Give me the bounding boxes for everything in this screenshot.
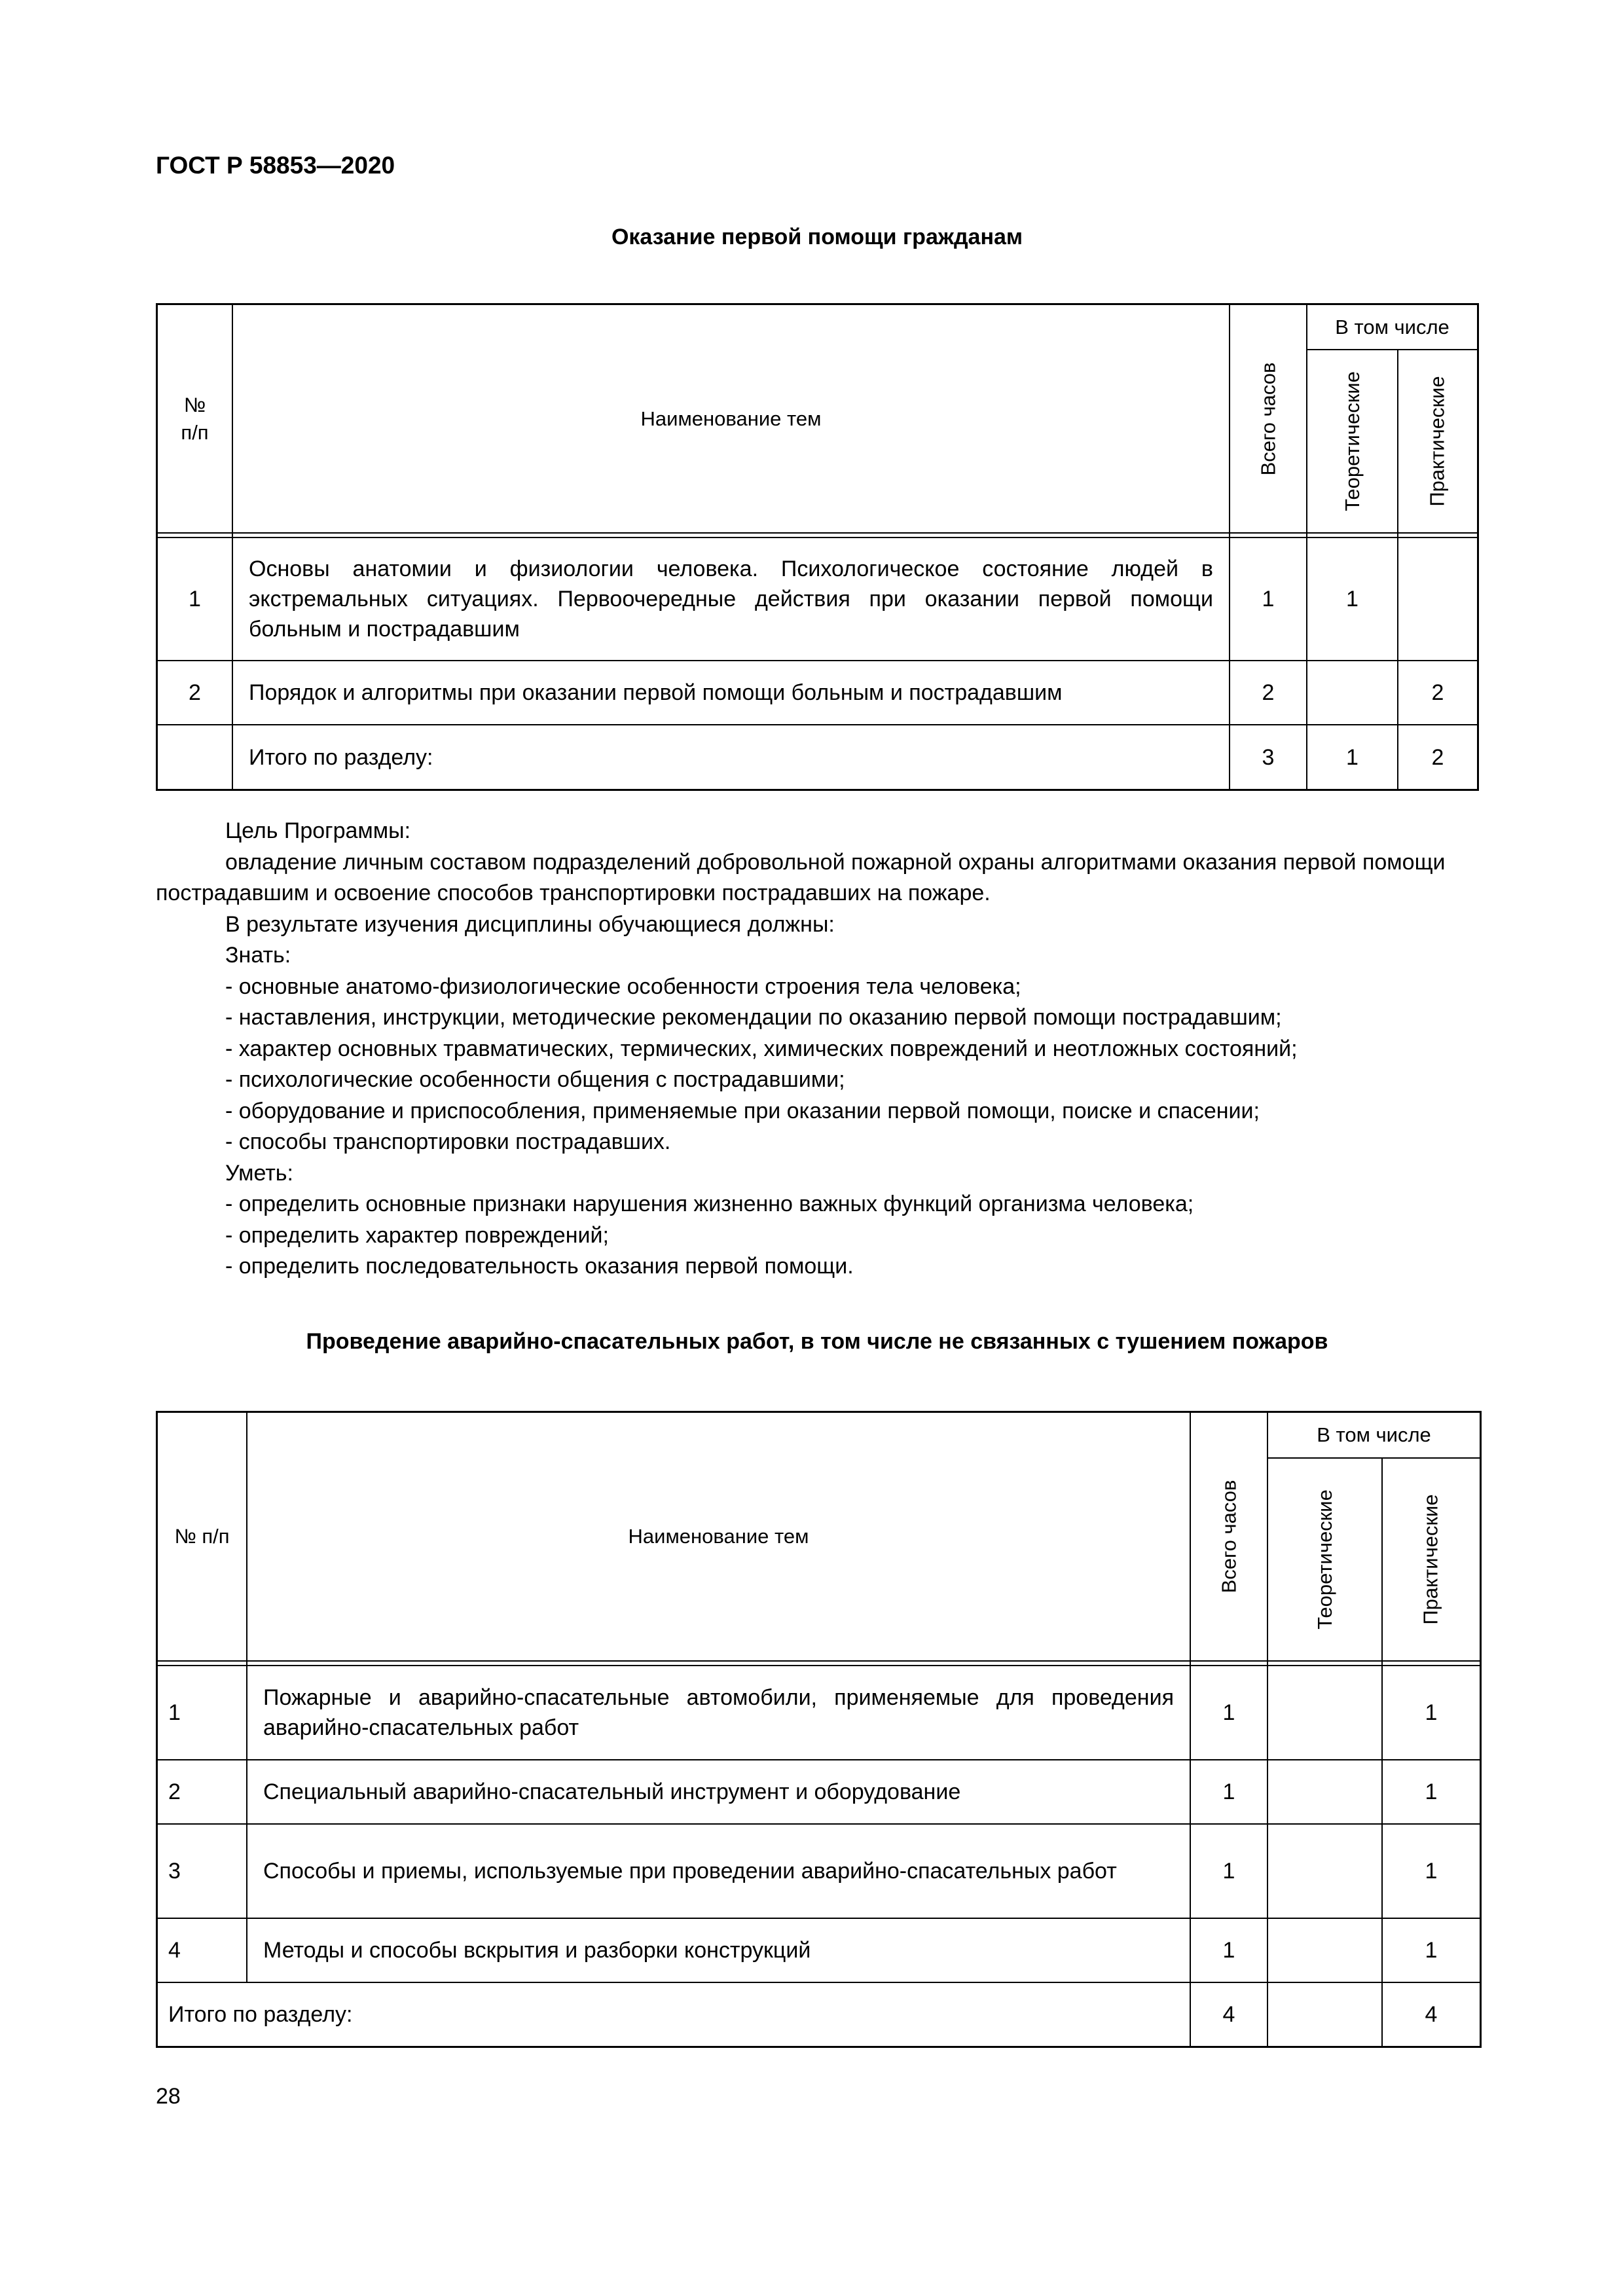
row-practice-hours: 2: [1431, 680, 1444, 705]
row-practice-hours: 1: [1425, 1859, 1438, 1884]
row-num: 1: [189, 587, 201, 611]
table1-header-num: № п/п: [181, 393, 209, 444]
row-topic: Специальный аварийно-спасательный инструмент и оборудование: [263, 1779, 961, 1804]
total-label: Итого по разделу:: [249, 744, 433, 770]
list-item: - оборудование и приспособления, применяемые при оказании первой помощи, поиске и спасении;: [225, 1098, 1260, 1123]
table2-header-practice: Практические: [1419, 1494, 1443, 1625]
row-num: 2: [189, 680, 201, 705]
table2-header-including: В том числе: [1317, 1423, 1431, 1446]
total-hours: 4: [1222, 2002, 1235, 2027]
row-practice-hours: 1: [1425, 1779, 1438, 1804]
table2-title: Проведение аварийно-спасательных работ, в том числе не связанных с тушением пожаров: [306, 1329, 1328, 1354]
document-header: ГОСТ Р 58853—2020: [156, 152, 395, 179]
row-theory-hours: [1307, 661, 1397, 724]
list-item: - определить основные признаки нарушения жизненно важных функций организма человека;: [225, 1192, 1194, 1216]
total-label: Итого по разделу:: [168, 2002, 353, 2027]
table1-header-name: Наименование тем: [640, 407, 822, 430]
total-practice-hours: 4: [1425, 2002, 1438, 2027]
table2-header-name: Наименование тем: [628, 1525, 809, 1548]
row-topic: Методы и способы вскрытия и разборки конструкций: [263, 1938, 811, 1963]
row-total-hours: 2: [1262, 680, 1275, 705]
total-theory-hours: 1: [1346, 744, 1359, 770]
row-theory-hours: [1268, 1760, 1381, 1823]
table2-header-total: Всего часов: [1217, 1480, 1241, 1594]
row-theory-hours: [1268, 1666, 1381, 1759]
row-num: 3: [168, 1859, 181, 1884]
table1-header-theory: Теоретические: [1340, 371, 1364, 511]
list-item: - определить характер повреждений;: [225, 1222, 609, 1248]
row-topic: Порядок и алгоритмы при оказании первой помощи больным и пострадавшим: [249, 680, 1063, 705]
total-theory-hours: [1268, 1983, 1381, 2046]
row-topic: Основы анатомии и физиологии человека. Психологическое состояние людей в экстремальных ситуациях. Первоочередные действия при оказании первой помощи больным и пострадавшим: [249, 556, 1213, 642]
row-total-hours: 1: [1262, 587, 1275, 611]
text-line: Уметь:: [225, 1160, 293, 1186]
row-theory-hours: 1: [1346, 587, 1359, 611]
row-practice-hours: 1: [1425, 1700, 1438, 1725]
page-number: 28: [156, 2084, 181, 2109]
list-item: - способы транспортировки пострадавших.: [225, 1129, 671, 1154]
text-line: Цель Программы:: [225, 818, 411, 843]
list-item: - психологические особенности общения с пострадавшими;: [225, 1067, 845, 1092]
table2-header-theory: Теоретические: [1313, 1489, 1336, 1630]
row-num: 1: [168, 1700, 181, 1725]
row-topic: Пожарные и аварийно-спасательные автомобили, применяемые для проведения аварийно-спасательных работ: [263, 1685, 1174, 1740]
row-num: 2: [168, 1779, 181, 1804]
row-theory-hours: [1268, 1919, 1381, 1982]
text-line: В результате изучения дисциплины обучающиеся должны:: [225, 911, 835, 937]
table2-header-num: № п/п: [174, 1525, 230, 1548]
program-description: [156, 816, 1478, 1283]
table1-header-including: В том числе: [1335, 315, 1450, 338]
table1-header-total: Всего часов: [1256, 362, 1280, 475]
row-practice-hours: [1398, 538, 1477, 660]
table1-header-practice: Практические: [1426, 376, 1450, 507]
row-total-hours: 1: [1222, 1938, 1235, 1963]
list-item: - основные анатомо-физиологические особенности строения тела человека;: [225, 974, 1021, 999]
text-line: овладение личным составом подразделений добровольной пожарной охраны алгоритмами оказания первой помощи пострадавшим и освоение способов транспортировки пострадавших на пожаре.: [156, 849, 1446, 905]
total-hours: 3: [1262, 744, 1275, 770]
table1-title: Оказание первой помощи гражданам: [611, 225, 1023, 249]
total-practice-hours: 2: [1431, 744, 1444, 770]
row-practice-hours: 1: [1425, 1938, 1438, 1963]
row-num: 4: [168, 1938, 181, 1963]
list-item: - характер основных травматических, термических, химических повреждений и неотложных состояний;: [225, 1036, 1298, 1061]
list-item: - определить последовательность оказания первой помощи.: [225, 1254, 854, 1279]
row-theory-hours: [1268, 1825, 1381, 1918]
row-total-hours: 1: [1222, 1859, 1235, 1884]
text-line: Знать:: [225, 943, 291, 968]
row-total-hours: 1: [1222, 1779, 1235, 1804]
row-topic: Способы и приемы, используемые при проведении аварийно-спасательных работ: [263, 1859, 1117, 1884]
row-total-hours: 1: [1222, 1700, 1235, 1725]
list-item: - наставления, инструкции, методические рекомендации по оказанию первой помощи пострадавшим;: [225, 1005, 1282, 1030]
